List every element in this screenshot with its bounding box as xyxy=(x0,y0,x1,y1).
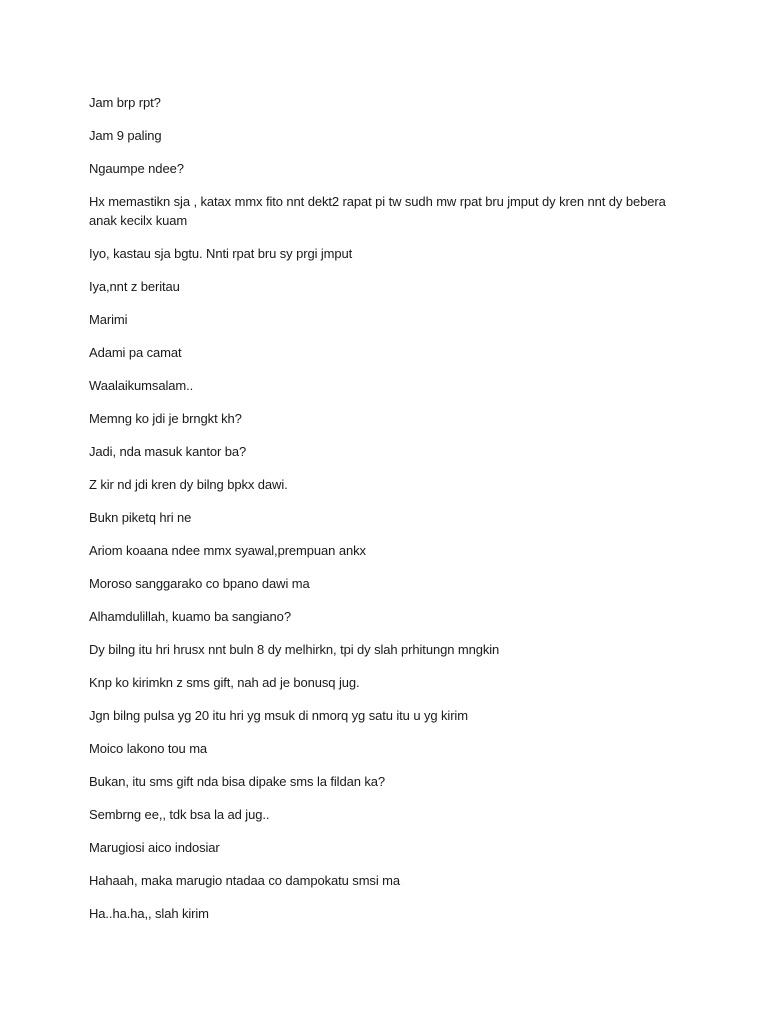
transcript-line: Bukn piketq hri ne xyxy=(89,510,192,525)
transcript-line: Ha..ha.ha,, slah kirim xyxy=(89,906,209,921)
transcript-line: Marugiosi aico indosiar xyxy=(89,840,220,855)
chat-transcript xyxy=(89,93,679,937)
transcript-line: Jadi, nda masuk kantor ba? xyxy=(89,444,247,459)
transcript-line: Jam 9 paling xyxy=(89,128,162,143)
transcript-line: Jgn bilng pulsa yg 20 itu hri yg msuk di nmorq yg satu itu u yg kirim xyxy=(89,708,468,723)
transcript-line: Adami pa camat xyxy=(89,345,182,360)
transcript-line: Moico lakono tou ma xyxy=(89,741,208,756)
transcript-line: Moroso sanggarako co bpano dawi ma xyxy=(89,576,310,591)
transcript-line: Bukan, itu sms gift nda bisa dipake sms la fildan ka? xyxy=(89,774,386,789)
transcript-line: Iya,nnt z beritau xyxy=(89,279,180,294)
transcript-line: Z kir nd jdi kren dy bilng bpkx dawi. xyxy=(89,477,288,492)
transcript-line: Hahaah, maka marugio ntadaa co dampokatu smsi ma xyxy=(89,873,400,888)
transcript-line: Waalaikumsalam.. xyxy=(89,378,194,393)
transcript-line: Ariom koaana ndee mmx syawal,prempuan ankx xyxy=(89,543,366,558)
transcript-line: Jam brp rpt? xyxy=(89,95,161,110)
transcript-line: Ngaumpe ndee? xyxy=(89,161,184,176)
transcript-line: Alhamdulillah, kuamo ba sangiano? xyxy=(89,609,291,624)
transcript-line: Iyo, kastau sja bgtu. Nnti rpat bru sy prgi jmput xyxy=(89,246,353,261)
transcript-line: Memng ko jdi je brngkt kh? xyxy=(89,411,242,426)
transcript-line: Hx memastikn sja , katax mmx fito nnt dekt2 rapat pi tw sudh mw rpat bru jmput dy kren nnt dy bebera anak kecilx kuam xyxy=(89,194,666,228)
transcript-line: Marimi xyxy=(89,312,128,327)
transcript-line: Sembrng ee,, tdk bsa la ad jug.. xyxy=(89,807,270,822)
transcript-line: Knp ko kirimkn z sms gift, nah ad je bonusq jug. xyxy=(89,675,360,690)
transcript-line: Dy bilng itu hri hrusx nnt buln 8 dy melhirkn, tpi dy slah prhitungn mngkin xyxy=(89,642,500,657)
